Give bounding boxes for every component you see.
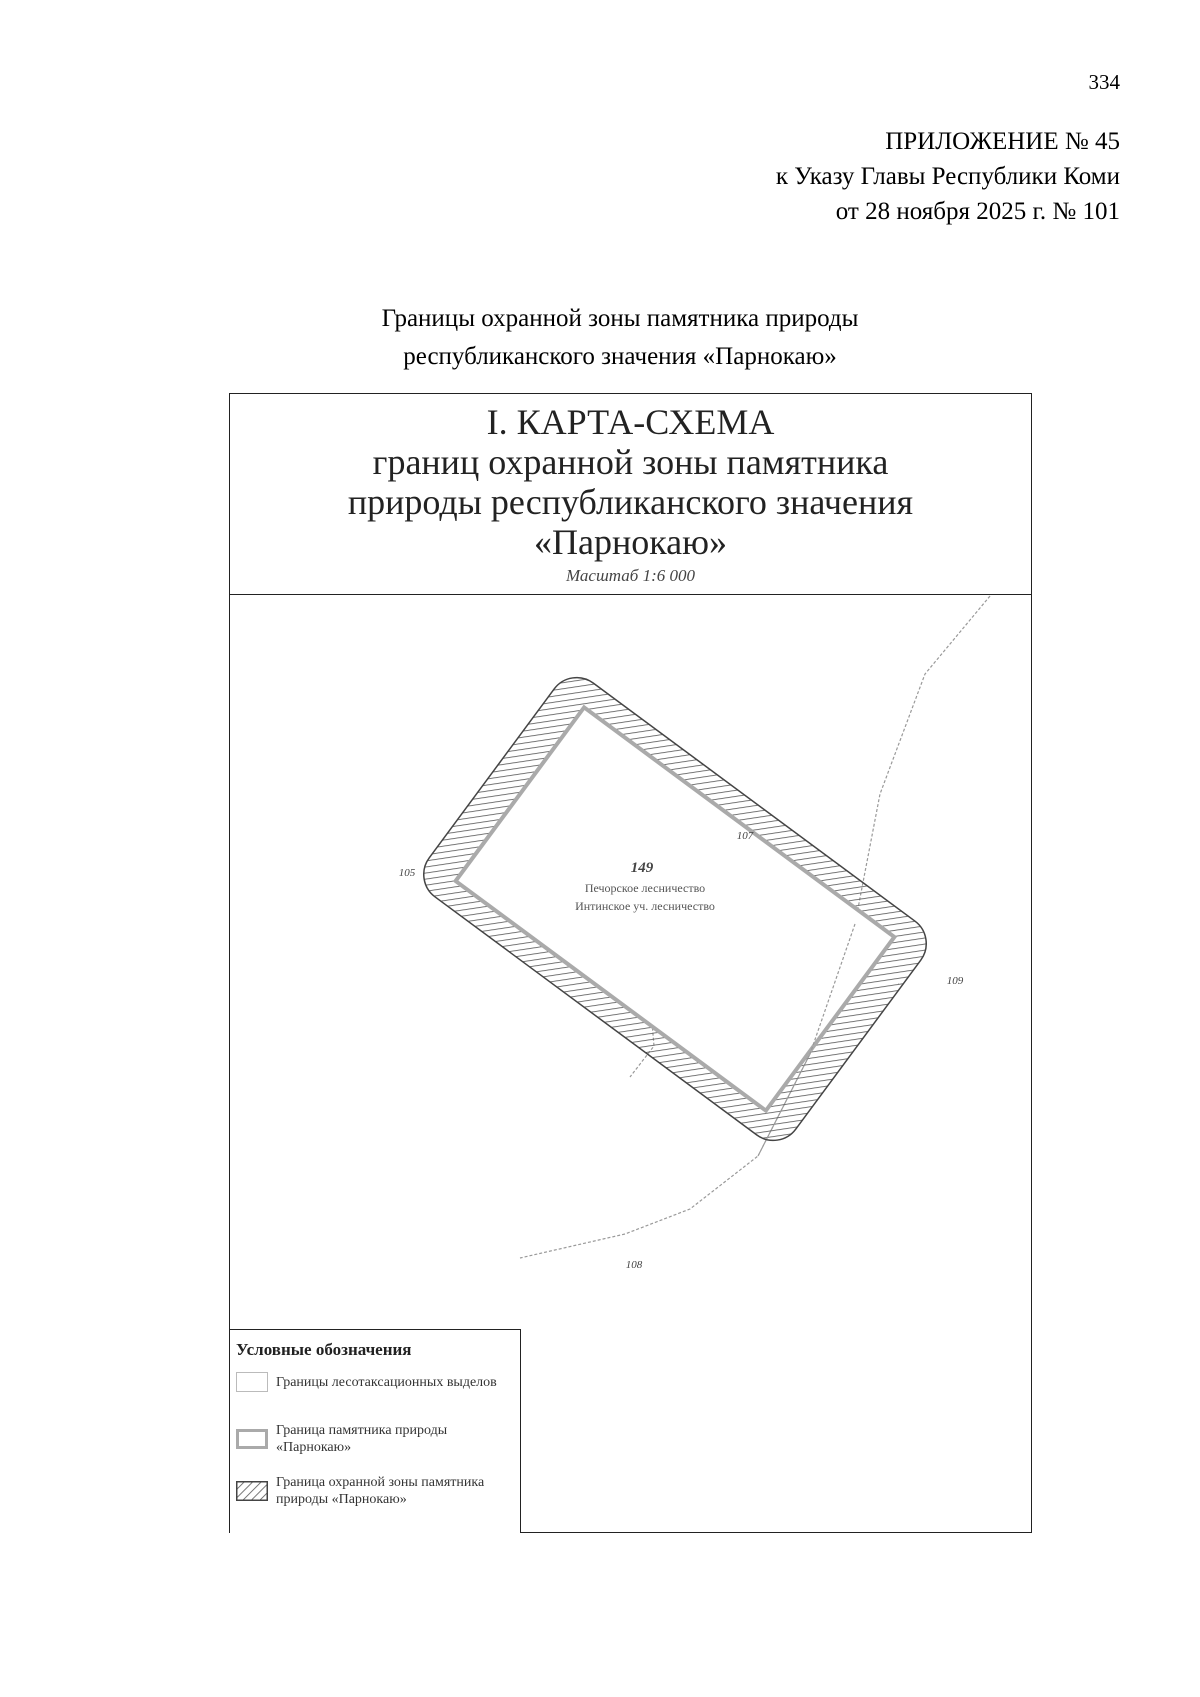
thin-outline-rect-icon [236,1372,268,1392]
map-title-line-2: границ охранной зоны памятника [372,442,889,482]
map-scale: Масштаб 1:6 000 [566,566,695,585]
map-header [230,394,1031,595]
page-number: 334 [1088,70,1120,94]
label-quarter-109: 109 [946,975,964,987]
legend-item-label: Границы лесотаксационных выделов [276,1374,497,1390]
legend-item-monument-boundary [236,1422,516,1456]
label-plot-149: 149 [630,860,654,876]
label-quarter-108: 108 [625,1259,643,1271]
appendix-header [776,124,1120,229]
legend-item-protection-zone [236,1474,516,1508]
legend [230,1329,521,1533]
hatched-rect-icon [236,1481,268,1501]
document-title [200,300,1040,376]
map-title-line-3: природы республиканского значения [347,482,914,522]
label-quarter-105: 105 [398,867,416,879]
legend-title: Условные обозначения [236,1340,412,1359]
label-quarter-107: 107 [736,830,754,842]
legend-item-label: Граница охранной зоны памятника природы «Парнокаю» [276,1475,485,1507]
document-title-line-1: Границы охранной зоны памятника природы [381,305,859,332]
appendix-line-3: от 28 ноября 2025 г. № 101 [835,198,1120,225]
legend-item-label: Граница памятника природы «Парнокаю» [276,1423,448,1455]
map-title [230,402,1031,562]
gray-outline-rect-icon [236,1429,268,1449]
document-title-line-2: республиканского значения «Парнокаю» [403,343,837,370]
label-district: Интинское уч. лесничество [575,899,715,913]
label-forestry: Печорское лесничество [584,881,706,895]
map-title-line-4: «Парнокаю» [533,522,728,562]
appendix-line-2: к Указу Главы Республики Коми [775,163,1120,190]
legend-item-forest-boundaries [236,1372,516,1392]
appendix-line-1: ПРИЛОЖЕНИЕ № 45 [885,128,1120,155]
map-title-line-1: I. КАРТА-СХЕМА [486,402,775,442]
map-frame [229,393,1032,1533]
